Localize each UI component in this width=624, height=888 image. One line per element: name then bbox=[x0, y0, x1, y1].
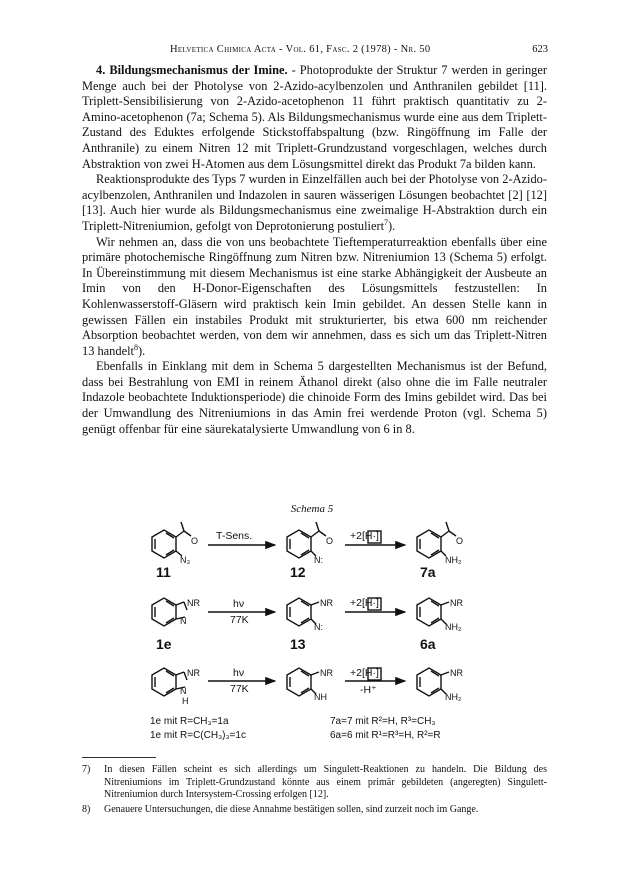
substituent-12-o: O bbox=[326, 536, 334, 546]
substituent-6a-nr: NR bbox=[450, 598, 463, 608]
arrow-row2-hv: hν bbox=[233, 598, 245, 610]
substituent-1e-nr: NR bbox=[187, 598, 200, 608]
compound-label-12: 12 bbox=[290, 564, 306, 580]
scheme-legend-right-2: 6a=6 mit R¹=R³=H, R²=R bbox=[330, 730, 441, 741]
compound-label-6a: 6a bbox=[420, 636, 436, 652]
body-text bbox=[82, 63, 547, 437]
footnote-divider bbox=[82, 757, 156, 758]
paragraph-2 bbox=[82, 172, 547, 234]
paragraph-4 bbox=[82, 359, 547, 437]
substituent-11-o: O bbox=[191, 536, 199, 546]
footnote-text: In diesen Fällen scheint es sich allerdings um Singulett-Reaktionen zu handeln. Die Bildung des Nitreniumions im Triplett-Grundzustand könnte aus einem primär gebildeten (angeregten) Singulett-Nitreniumion durch Intersystem-Crossing erfolgen [12]. bbox=[104, 764, 547, 801]
benzene-ring-12 bbox=[287, 522, 326, 558]
benzene-ring-11 bbox=[152, 522, 191, 558]
compound-label-1e: 1e bbox=[156, 636, 172, 652]
footnote-ref-7[interactable]: 7 bbox=[384, 217, 389, 227]
substituent-row3-mid-nh: NH bbox=[314, 692, 327, 702]
paragraph-2-end: ). bbox=[388, 218, 396, 233]
substituent-row3-nr: NR bbox=[187, 668, 200, 678]
arrow-row3-temp: 77K bbox=[230, 683, 249, 695]
footnote-mark: 8) bbox=[82, 803, 91, 815]
footnote-8 bbox=[82, 804, 547, 817]
paragraph-1-text: - Photoprodukte der Struktur 7 werden in geringer Menge auch bei der Photolyse von 2-Azido-acylbenzolen und Anthranilen gebildet [11]. Triplett-Sensibilisierung von 2-Azido-acetophenon 11 führt praktisch quantitativ zu 2-Amino-acetophenon (7a; Schema 5). Als Bildungsmechanismus wurde eine aus dem Triplett-Zustand des Eduktes erfolgende Stickstoffabspaltung (bzw. Ringöffnung im Falle der Anthranile) zu einem Nitren 12 mit Triplett-Grundzustand vorgeschlagen, welches durch Abstraktion von zwei H-Atomen aus dem Lösungsmittel direkt das Produkt 7a bilden kann. bbox=[82, 63, 548, 171]
compound-label-11: 11 bbox=[156, 564, 171, 580]
compound-label-7a: 7a bbox=[420, 564, 436, 580]
scheme-title: Schema 5 bbox=[290, 503, 334, 515]
footnote-ref-8[interactable]: 8 bbox=[133, 342, 138, 352]
benzene-ring-7a bbox=[417, 522, 456, 558]
substituent-6a-nh2: NH₂ bbox=[445, 622, 462, 632]
substituent-7a-nh2: NH₂ bbox=[445, 555, 462, 565]
substituent-row3-right-nh2: NH₂ bbox=[445, 692, 462, 702]
substituent-row3-n: N bbox=[180, 686, 187, 696]
paragraph-4-text: Ebenfalls in Einklang mit dem in Schema 5 dargestellten Mechanismus ist der Befund, dass bei Bestrahlung von EMI in reinem Äthanol direkt (also ohne die im Falle neutraler Indazole beobachtete Induktionsperiode) die chinoide Form des Imins gebildet wird. Das bei der Umwandlung des Nitreniumions in das Amin frei werdende Proton (vgl. Schema 5) genügt offenbar für eine säurekatalysierte Umwandlung von 6 in 8. bbox=[82, 359, 547, 436]
reaction-scheme bbox=[140, 518, 480, 748]
substituent-13-nr: NR bbox=[320, 598, 333, 608]
compound-label-13: 13 bbox=[290, 636, 306, 652]
footnote-text: Genauere Untersuchungen, die diese Annahme bestätigen sollen, sind zurzeit noch im Gange. bbox=[104, 803, 479, 815]
paragraph-3 bbox=[82, 235, 547, 360]
arrow-row2-label: +2[H·] bbox=[350, 597, 379, 609]
page-number: 623 bbox=[532, 44, 548, 55]
substituent-1e-n: N bbox=[180, 616, 187, 626]
scheme-legend-left-1: 1e mit R=CH₃=1a bbox=[150, 716, 229, 727]
paragraph-3-text: Wir nehmen an, dass die von uns beobachtete Tieftemperaturreaktion ebenfalls über eine primäre photochemische Ringöffnung zum Nitren bzw. Nitreniumion 13 (Schema 5) erfolgt. In Übereinstimmung mit diesem Mechanismus ist eine starke Abhängigkeit der Ausbeute an Imin von den H-Donor-Eigenschaften des Lösungsmittels festzustellen: In Kohlenwasserstoff-Gläsern wird praktisch kein Imin gebildet. An dessen Stelle kann in gewissen Fällen ein instabiles Produkt mit strukturierter, bis etwa 600 nm reichender Absorption beobachtet werden, von dem wir annehmen, dass es sich um das Triplett-Nitren 13 handelt bbox=[82, 234, 547, 358]
paragraph-1 bbox=[82, 63, 547, 172]
substituent-12-n: N: bbox=[314, 555, 323, 565]
substituent-13-n: N: bbox=[314, 622, 323, 632]
paragraph-3-end: ). bbox=[137, 343, 146, 358]
paragraph-2-text: Reaktionsprodukte des Typs 7 wurden in Einzelfällen auch bei der Photolyse von 2-Azido-acylbenzolen, Anthranilen und Indazolen in sauren wässerigen Lösungen beobachtet [2] [12] [13]. Auch hier wurde als Bildungsmechanismus eine zweimalige H-Abstraktion durch ein Triplett-Nitreniumion, gefolgt von Deprotonierung postuliert bbox=[82, 172, 547, 233]
journal-title: Helvetica Chimica Acta - Vol. 61, Fasc. 2 (1978) - Nr. 50 bbox=[170, 44, 431, 55]
substituent-11-n3: N₃ bbox=[180, 555, 191, 565]
substituent-7a-o: O bbox=[456, 536, 464, 546]
scheme-drawing bbox=[140, 518, 480, 748]
arrow-row1-label: +2[H·] bbox=[350, 530, 379, 542]
footnote-mark: 7) bbox=[82, 764, 91, 775]
scheme-legend-left-2: 1e mit R=C(CH₃)₃=1c bbox=[150, 730, 246, 741]
arrow-tsens-label: T-Sens. bbox=[216, 530, 253, 542]
arrow-row3-top: +2[H·] bbox=[350, 667, 379, 679]
section-heading: 4. Bildungsmechanismus der Imine. bbox=[96, 63, 288, 77]
substituent-row3-h: H bbox=[182, 696, 189, 706]
arrow-row3-bottom: -H⁺ bbox=[360, 684, 377, 696]
substituent-row3-right-nr: NR bbox=[450, 668, 463, 678]
footnotes bbox=[82, 764, 547, 818]
footnote-7 bbox=[82, 764, 547, 802]
scheme-legend-right-1: 7a=7 mit R²=H, R³=CH₃ bbox=[330, 716, 436, 727]
arrow-row3-hv: hν bbox=[233, 667, 245, 679]
substituent-row3-mid-nr: NR bbox=[320, 668, 333, 678]
arrow-row2-temp: 77K bbox=[230, 614, 249, 626]
